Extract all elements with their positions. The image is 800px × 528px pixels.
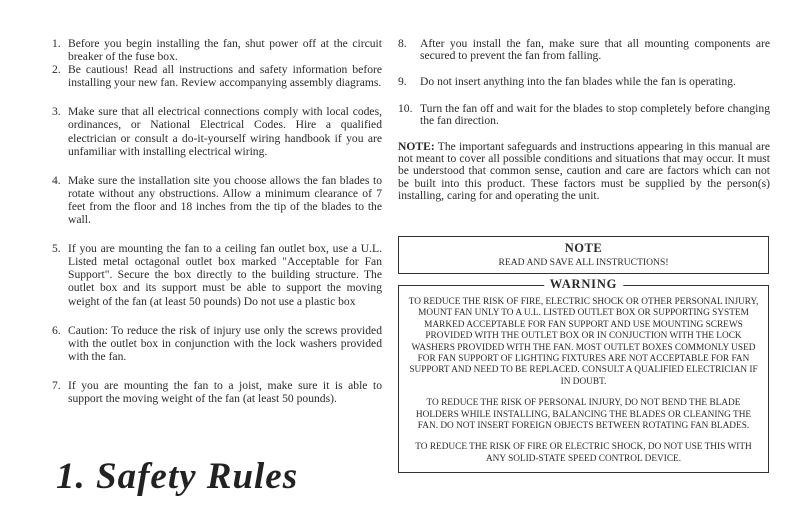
rule-item-4 — [52, 174, 382, 226]
rule-text: If you are mounting the fan to a ceiling fan outlet box, use a U.L. Listed metal octagonal outlet box marked "Acceptable for Fan Support". Secure the box directly to the building structure. The outlet box and its support must be able to support the moving weight of the fan (at least 50 pounds) Do not use a plastic box — [68, 242, 382, 308]
rule-text: After you install the fan, make sure that all mounting components are secured to prevent the fan from falling. — [420, 37, 770, 63]
rule-text: Make sure that all electrical connections comply with local codes, ordinances, or National Electrical Codes. Hire a qualified electrician or consult a do-it-yourself wiring handbook if you are unfamiliar with installing electrical wiring. — [68, 105, 382, 158]
rule-text: If you are mounting the fan to a joist, make sure it is able to support the moving weight of the fan (at least 50 pounds). — [68, 378, 382, 405]
rule-number: 2. — [52, 63, 61, 77]
note-text: The important safeguards and instructions appearing in this manual are not meant to cover all possible conditions and situations that may occur. It must be understood that common sense, caution and care are factors which can not be built into this product. These factors must be supplied by the person(s) installing, caring for and operating the unit. — [398, 140, 770, 202]
rule-number: 6. — [52, 323, 61, 337]
note-paragraph — [398, 141, 770, 202]
warning-title: WARNING — [544, 277, 623, 292]
rule-item-1 — [52, 37, 382, 63]
rule-number: 7. — [52, 378, 61, 392]
note-box-subtitle: READ AND SAVE ALL INSTRUCTIONS! — [498, 257, 669, 268]
warning-text — [399, 286, 768, 465]
rule-number: 1. — [52, 37, 61, 50]
rule-text: Do not insert anything into the fan blades while the fan is operating. — [420, 75, 736, 89]
warning-paragraph: TO REDUCE THE RISK OF FIRE, ELECTRIC SHOCK OR OTHER PERSONAL INJURY, MOUNT FAN UNLY TO A U.L. LISTED OUTLET BOX OR SUPPORTING SYSTEM MARKED ACCEPTABLE FOR FAN SUPPORT AND USE MOUNTING SCREWS PROVIDED WITH THE OUTLET BOX OR IN CONJUCTION WITH THE LOCK WASHERS PROVIDED WITH THE FAN. MOST OUTLET BOXES COMMONLY USED FOR FAN SUPPORT OF LIGHTING FIXTURES ARE NOT ACCEPTABLE FOR FAN SUPPORT AND NEED TO BE REPLACED. CONSULT A QUALIFIED ELECTRICIAN IF IN DOUBT. — [408, 297, 759, 387]
rule-number: 5. — [52, 242, 61, 256]
rule-number: 4. — [52, 173, 61, 187]
rule-text: Caution: To reduce the risk of injury use only the screws provided with the outlet box in conjunction with the lock washers provided with the fan. — [68, 323, 382, 363]
rule-text: Before you begin installing the fan, shut power off at the circuit breaker of the fuse box. — [68, 37, 382, 64]
warning-paragraph: TO REDUCE THE RISK OF PERSONAL INJURY, DO NOT BEND THE BLADE HOLDERS WHILE INSTALLING, BALANCING THE BLADES OR CLEANING THE FAN. DO NOT INSERT FOREIGN OBJECTS BETWEEN ROTATING FAN BLADES. — [415, 398, 752, 432]
rule-item-8 — [398, 38, 770, 62]
safety-rules-right-column — [398, 38, 770, 202]
rule-item-9 — [398, 76, 770, 88]
note-box-title: NOTE — [564, 241, 603, 255]
rule-item-2 — [52, 63, 382, 89]
rule-item-6 — [52, 324, 382, 363]
section-title: 1. Safety Rules — [56, 456, 299, 497]
rule-number: 10. — [398, 101, 413, 115]
rule-text: Turn the fan off and wait for the blades to stop completely before changing the fan direction. — [420, 101, 770, 127]
rule-item-5 — [52, 242, 382, 307]
warning-box — [398, 277, 769, 473]
rule-item-3 — [52, 105, 382, 157]
rule-text: Be cautious! Read all instructions and safety information before installing your new fan. Review accompanying assembly diagrams. — [68, 63, 382, 90]
rule-item-10 — [398, 103, 770, 127]
rule-item-7 — [52, 379, 382, 405]
rule-number: 9. — [398, 75, 407, 89]
note-label: NOTE: — [398, 140, 435, 154]
rule-number: 8. — [398, 37, 407, 50]
rule-number: 3. — [52, 105, 61, 119]
warning-paragraph: TO REDUCE THE RISK OF FIRE OR ELECTRIC SHOCK, DO NOT USE THIS WITH ANY SOLID-STATE SPEED CONTROL DEVICE. — [415, 442, 752, 464]
note-box — [398, 236, 769, 274]
safety-rules-left-column — [52, 37, 382, 405]
rule-text: Make sure the installation site you choose allows the fan blades to rotate without any obstructions. Allow a minimum clearance of 7 feet from the floor and 18 inches from the tip of the blades to the wall. — [68, 173, 382, 227]
